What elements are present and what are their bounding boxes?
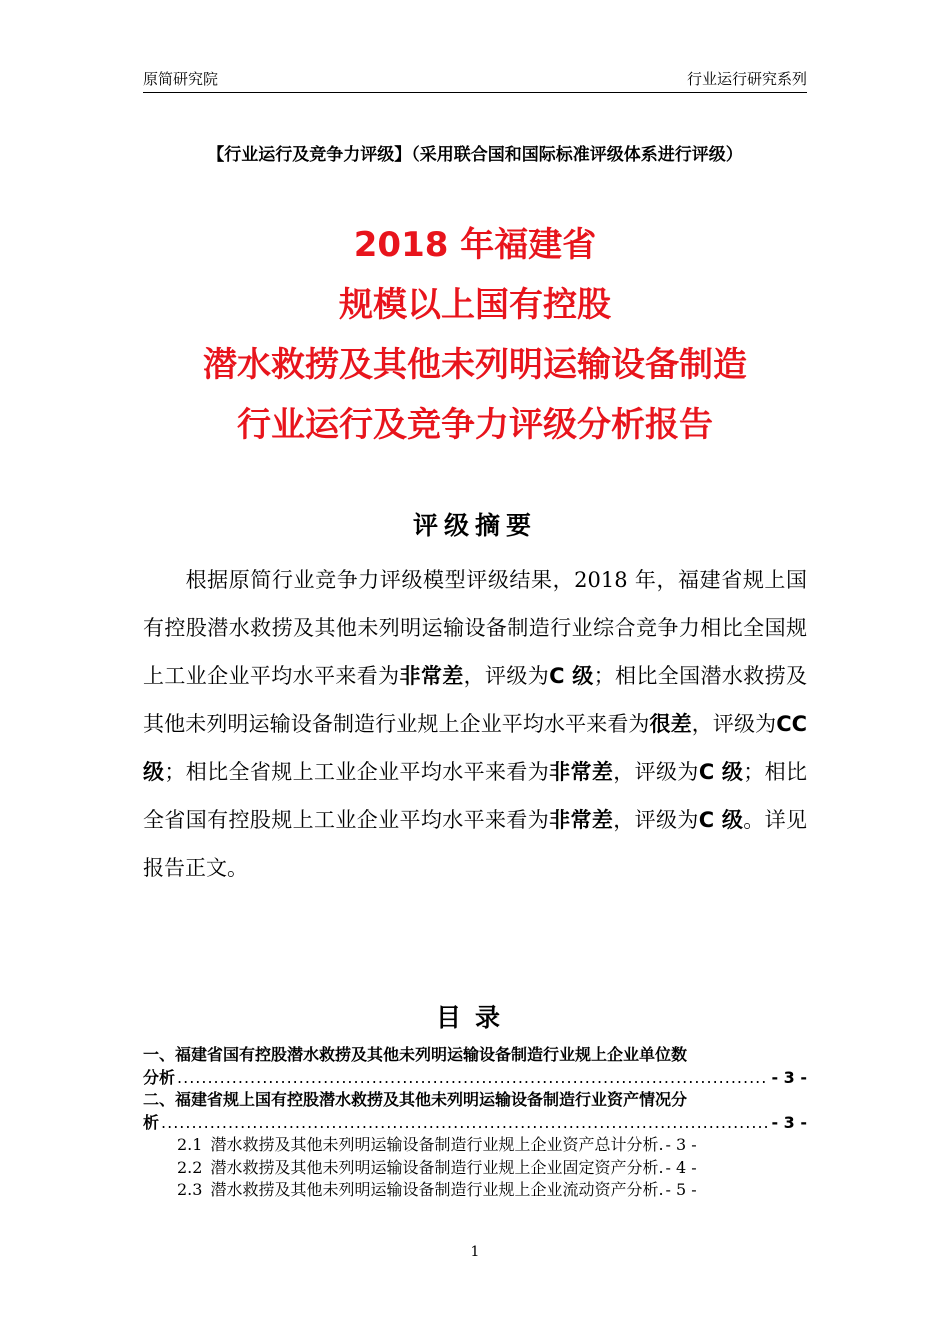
toc-section-number: 2.2	[177, 1157, 203, 1177]
toc-page-number: - 4 -	[665, 1157, 697, 1177]
toc-entry-2-2[interactable]	[143, 1157, 807, 1180]
toc-entry-title: 潜水救捞及其他未列明运输设备制造行业规上企业资产总计分析.	[210, 1135, 664, 1154]
toc-entry-title: 二、福建省规上国有控股潜水救捞及其他未列明运输设备制造行业资产情况分	[143, 1090, 688, 1109]
toc-entry-2-1[interactable]	[143, 1134, 807, 1157]
title-line-3: 潜水救捞及其他未列明运输设备制造	[203, 345, 747, 385]
summary-grade: CC 级	[143, 712, 808, 784]
toc-entry-title-cont: 分析	[143, 1067, 176, 1087]
summary-text: 。详见报告正文。	[143, 808, 808, 880]
toc-entry-2[interactable]	[143, 1089, 807, 1134]
toc-page-number: - 3 -	[665, 1135, 697, 1154]
summary-paragraph	[143, 556, 807, 892]
toc-entry-title: 潜水救捞及其他未列明运输设备制造行业规上企业流动资产分析.	[210, 1180, 664, 1199]
summary-grade: C 级	[549, 664, 594, 688]
toc-page-number: - 3 -	[771, 1112, 807, 1132]
summary-grade-desc: 很差	[649, 712, 692, 736]
toc-entry-2-3[interactable]	[143, 1179, 807, 1202]
title-line-4: 行业运行及竞争力评级分析报告	[237, 405, 713, 445]
header-divider	[143, 92, 807, 93]
summary-text: ，评级为	[691, 712, 777, 736]
summary-grade-desc: 非常差	[549, 760, 614, 784]
summary-text: 根据原简行业竞争力评级模型评级结果，2018 年，福建省规上国有控股潜水救捞及其他未列明运输设备制造行业综合竞争力相比全国规上工业企业平均水平来看为	[143, 568, 807, 688]
summary-text: ；相比全国潜水救捞及其他未列明运输设备制造行业规上企业平均水平来看为	[143, 664, 808, 736]
toc-entry-title: 潜水救捞及其他未列明运输设备制造行业规上企业固定资产分析.	[210, 1157, 664, 1177]
summary-text: ，评级为	[463, 664, 550, 688]
toc-section-number: 2.3	[177, 1180, 203, 1199]
rating-system-note: 【行业运行及竞争力评级】（采用联合国和国际标准评级体系进行评级）	[207, 145, 743, 165]
header-right-series: 行业运行研究系列	[686, 70, 807, 88]
summary-text: ，评级为	[613, 808, 699, 832]
toc-section-number: 2.1	[177, 1135, 203, 1154]
summary-heading: 评级摘要	[412, 511, 537, 540]
toc-leader-dots	[161, 1112, 769, 1135]
summary-grade: C 级	[698, 808, 744, 832]
header-left-org: 原简研究院	[143, 70, 219, 88]
toc-entry-title-cont: 析	[143, 1112, 160, 1132]
toc-leader-dots	[177, 1067, 769, 1090]
summary-grade-desc: 非常差	[549, 808, 614, 832]
toc-entry-1[interactable]	[143, 1044, 807, 1089]
summary-text: ；相比全省规上工业企业平均水平来看为	[164, 760, 550, 784]
page-number: 1	[470, 1244, 480, 1260]
toc-page-number: - 3 -	[771, 1067, 807, 1087]
summary-text: ，评级为	[613, 760, 699, 784]
toc-page-number: - 5 -	[665, 1180, 697, 1199]
title-line-2: 规模以上国有控股	[339, 285, 611, 325]
summary-grade-desc: 非常差	[399, 664, 464, 688]
toc-heading: 目录	[435, 1003, 514, 1032]
table-of-contents	[143, 1044, 807, 1202]
summary-text: ；相比全省国有控股规上工业企业平均水平来看为	[143, 760, 808, 832]
title-line-1: 2018 年福建省	[353, 225, 597, 265]
summary-grade: C 级	[698, 760, 744, 784]
report-title	[0, 215, 950, 455]
toc-entry-title: 一、福建省国有控股潜水救捞及其他未列明运输设备制造行业规上企业单位数	[143, 1045, 688, 1064]
